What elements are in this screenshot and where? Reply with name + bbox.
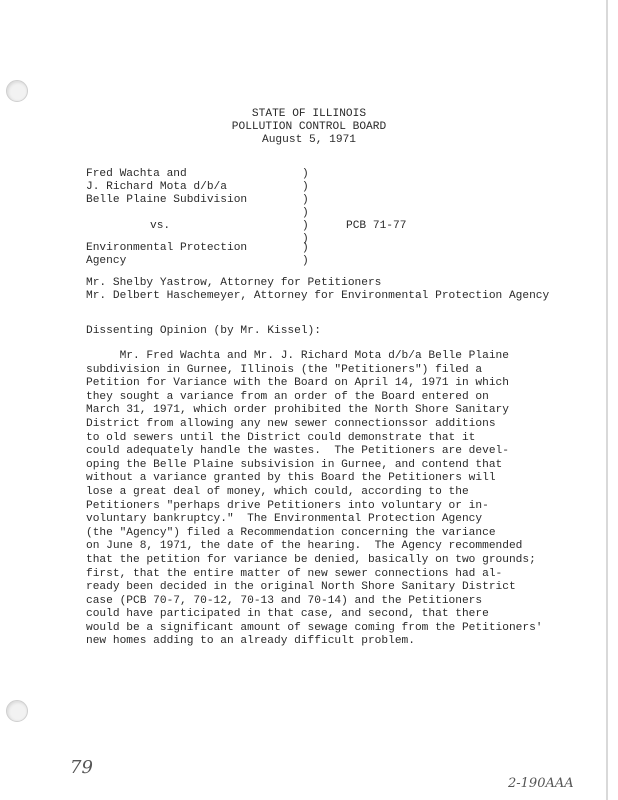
- paragraph-line: to old sewers until the District could demonstrate that it: [86, 431, 476, 444]
- opinion-paragraph: [86, 350, 556, 649]
- caption-bracket: ): [302, 255, 309, 267]
- paragraph-line: oping the Belle Plaine subsivision in Gurnee, and contend that: [86, 458, 503, 471]
- attorney-line: Mr. Delbert Haschemeyer, Attorney for Environmental Protection Agency: [86, 290, 550, 302]
- caption-bracket: ): [302, 207, 309, 219]
- caption-bracket: ): [302, 181, 309, 193]
- paragraph-line: they sought a variance from an order of the Board entered on: [86, 390, 489, 403]
- petitioner-line: Fred Wachta and: [86, 168, 187, 180]
- paragraph-line: Mr. Fred Wachta and Mr. J. Richard Mota d/b/a Belle Plaine: [86, 350, 509, 362]
- petitioner-line: Belle Plaine Subdivision: [86, 194, 248, 206]
- paragraph-line: could have participated in that case, and second, that there: [86, 608, 489, 621]
- paragraph-line: subdivision in Gurnee, Illinois (the "Petitioners") filed a: [86, 363, 483, 376]
- paragraph-line: that the petition for variance be denied, basically on two grounds;: [86, 553, 536, 566]
- versus-label: vs.: [150, 220, 171, 232]
- paragraph-line: lose a great deal of money, which could, according to the: [86, 485, 469, 498]
- caption-bracket: ): [302, 220, 309, 232]
- respondent-line: Agency: [86, 255, 127, 267]
- paragraph-line: (the "Agency") filed a Recommendation concerning the variance: [86, 526, 496, 539]
- paragraph-line: would be a significant amount of sewage coming from the Petitioners': [86, 621, 543, 634]
- paragraph-line: Petition for Variance with the Board on April 14, 1971 in which: [86, 377, 509, 390]
- handwritten-page-mark: 79: [70, 757, 93, 778]
- respondent-line: Environmental Protection: [86, 242, 248, 254]
- opinion-heading: Dissenting Opinion (by Mr. Kissel):: [86, 325, 321, 337]
- petitioner-line: J. Richard Mota d/b/a: [86, 181, 227, 193]
- paragraph-line: ready been decided in the original North Shore Sanitary District: [86, 581, 516, 594]
- case-number: PCB 71-77: [346, 220, 407, 232]
- punch-hole-top: [6, 80, 28, 102]
- handwritten-docket-mark: 2-190AAA: [508, 776, 574, 791]
- paragraph-line: new homes adding to an already difficult problem.: [86, 635, 415, 648]
- punch-hole-bottom: [6, 700, 28, 722]
- paragraph-line: case (PCB 70-7, 70-12, 70-13 and 70-14) and the Petitioners: [86, 594, 483, 607]
- caption-bracket: ): [302, 233, 309, 245]
- header-state: STATE OF ILLINOIS: [251, 108, 367, 120]
- header-date: August 5, 1971: [262, 134, 356, 146]
- paragraph-line: could adequately handle the wastes. The Petitioners are devel-: [86, 445, 509, 458]
- caption-bracket: ): [302, 168, 309, 180]
- caption-bracket: ): [302, 194, 309, 206]
- caption-bracket: ): [302, 242, 309, 254]
- paragraph-line: without a variance granted by this Board the Petitioners will: [86, 472, 496, 485]
- header-board: POLLUTION CONTROL BOARD: [231, 121, 387, 133]
- paragraph-line: District from allowing any new sewer connectionssor additions: [86, 417, 496, 430]
- paragraph-line: March 31, 1971, which order prohibited the North Shore Sanitary: [86, 404, 509, 417]
- attorney-line: Mr. Shelby Yastrow, Attorney for Petitioners: [86, 277, 382, 289]
- paragraph-line: voluntary bankruptcy." The Environmental Protection Agency: [86, 513, 483, 526]
- paragraph-line: on June 8, 1971, the date of the hearing. The Agency recommended: [86, 540, 523, 553]
- paragraph-line: Petitioners "perhaps drive Petitioners into voluntary or in-: [86, 499, 489, 512]
- paragraph-line: first, that the entire matter of new sewer connections had al-: [86, 567, 503, 580]
